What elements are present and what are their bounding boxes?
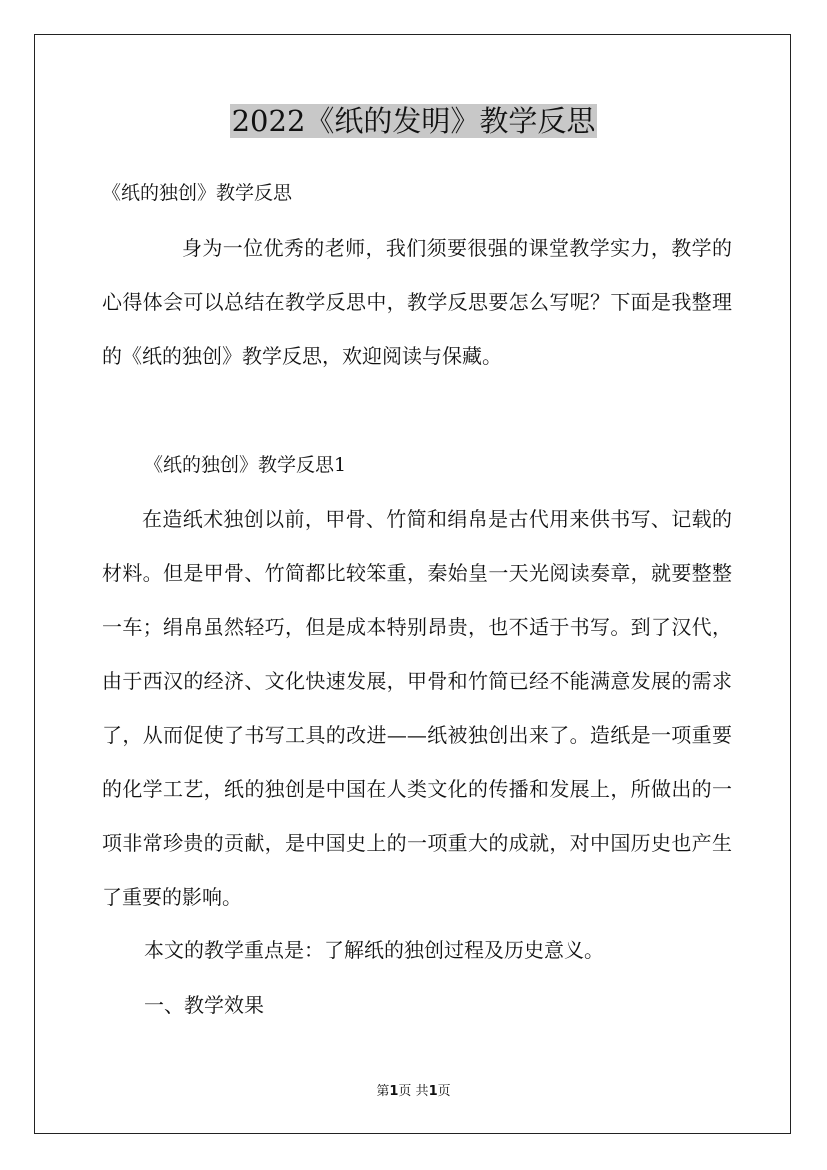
document-subtitle: 《纸的独创》教学反思	[102, 182, 293, 204]
page-footer	[0, 1083, 827, 1101]
focus-paragraph: 本文的教学重点是：了解纸的独创过程及历史意义。	[144, 938, 604, 962]
footer-page-mid: 页 共	[398, 1084, 429, 1099]
footer-page-suffix: 页	[437, 1084, 451, 1099]
document-title-text: 2022《纸的发明》教学反思	[231, 104, 596, 138]
body-paragraph: 在造纸术独创以前，甲骨、竹简和绢帛是古代用来供书写、记载的材料。但是甲骨、竹简都比较笨重，秦始皇一天光阅读奏章，就要整整一车；绢帛虽然轻巧，但是成本特别昂贵，也不适于书写。到了汉代，由于西汉的经济、文化快速发展，甲骨和竹简已经不能满意发展的需求了，从而促使了书写工具的改进——纸被独创出来了。造纸是一项重要的化学工艺，纸的独创是中国在人类文化的传播和发展上，所做出的一项非常珍贵的贡献，是中国史上的一项重大的成就，对中国历史也产生了重要的影响。	[102, 507, 732, 909]
footer-page-current: 1	[389, 1084, 399, 1099]
section-heading: 《纸的独创》教学反思1	[144, 454, 347, 476]
document-title	[0, 100, 827, 142]
footer-page-total: 1	[428, 1084, 438, 1099]
intro-paragraph: 身为一位优秀的老师，我们须要很强的课堂教学实力，教学的心得体会可以总结在教学反思中，教学反思要怎么写呢？下面是我整理的《纸的独创》教学反思，欢迎阅读与保藏。	[102, 236, 732, 368]
footer-page-prefix: 第	[376, 1084, 390, 1099]
list-item-teaching-effect: 一、教学效果	[144, 993, 264, 1017]
